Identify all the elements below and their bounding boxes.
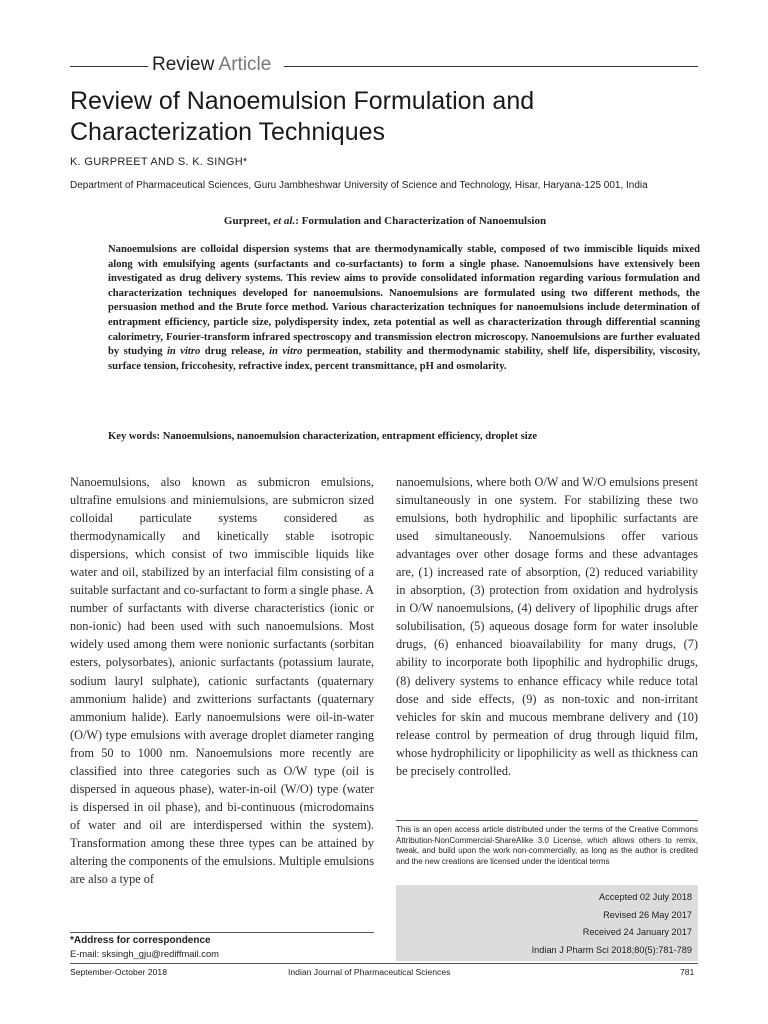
article-type-bold: Review [152, 54, 215, 75]
header-rule-right [284, 66, 698, 67]
footer-issue: September-October 2018 [70, 967, 167, 977]
abstract-text-2: drug release, [200, 346, 270, 358]
author-list: K. GURPREET AND S. K. SINGH* [70, 156, 248, 168]
revised-date: Revised 26 May 2017 [603, 909, 692, 920]
accepted-date: Accepted 02 July 2018 [599, 892, 692, 902]
author-affiliation: Department of Pharmaceutical Sciences, Guru Jambheshwar University of Science and Technology, Hisar, Haryana-125 001, India [70, 180, 648, 191]
running-title-text: : Formulation and Characterization of Nanoemulsion [295, 215, 547, 227]
footer-journal: Indian Journal of Pharmaceutical Sciences [288, 967, 451, 977]
abstract [108, 243, 700, 374]
page-number: 781 [680, 967, 695, 977]
citation: Indian J Pharm Sci 2018;80(5):781-789 [531, 944, 692, 955]
keywords: Key words: Nanoemulsions, nanoemulsion characterization, entrapment efficiency, droplet size [108, 431, 538, 442]
header-rule-left [70, 66, 148, 67]
correspondence-label: *Address for correspondence [70, 935, 211, 946]
running-title-etal: et al. [273, 215, 296, 227]
footer-rule [70, 963, 698, 964]
dates-box [396, 885, 698, 961]
article-type-label [152, 53, 271, 77]
article-type-light: Article [218, 54, 272, 75]
running-title [70, 215, 700, 227]
received-date: Received 24 January 2017 [582, 927, 692, 937]
abstract-text-3: permeation, stability and thermodynamic stability, shelf life, dispersibility, viscosity, surface tension, friccohesity, refractive index, percent transmittance, pH and osmolarity. [108, 346, 701, 372]
license-rule [396, 820, 698, 821]
correspondence-rule [70, 932, 374, 933]
body-column-right: nanoemulsions, where both O/W and W/O emulsions present simultaneously in one system. For stabilizing these two emulsions, both hydrophilic and lipophilic surfactants are used simultaneously. Nanoemulsions offer various advantages over other dosage forms and these advantages are, (1) increased rate of absorption, (2) reduced variability in absorption, (3) protection from oxidation and hydrolysis in O/W nanoemulsions, (4) delivery of lipophilic drugs after solubilisation, (5) aqueous dosage form for water insoluble drugs, (6) enhanced bioavailability for many drugs, (7) ability to incorporate both lipophilic and hydrophilic drugs, (8) delivery systems to enhance efficacy while reduce total dose and side effects, (9) as non-toxic and non-irritant vehicles for skin and mucous membrane delivery and (10) release control by permeation of drug through liquid film, whose hydrophilicity or lipophilicity as well as thickness can be precisely controlled. [396, 475, 698, 778]
article-title: Review of Nanoemulsion Formulation and Characterization Techniques [70, 87, 535, 146]
abstract-text-1: Nanoemulsions are colloidal dispersion systems that are thermodynamically stable, composed of two immiscible liquids mixed along with emulsifying agents (surfactants and co-surfactants) to form a single phase. Nanoemulsions have extensively been investigated as drug delivery systems. This review aims to provide consolidated information regarding various formulation and characterization techniques developed for nanoemulsions. Nanoemulsions are formulated using two different methods, the persuasion method and the Brute force method. Various characterization techniques for nanoemulsions include determination of entrapment efficiency, particle size, polydispersity index, zeta potential as well as characterization through differential scanning calorimetry, Fourier-transform infrared spectroscopy and transmission electron microscopy. Nanoemulsions are further evaluated by studying [108, 244, 700, 358]
abstract-italic-2: in vitro [269, 346, 303, 358]
body-column-left: Nanoemulsions, also known as submicron emulsions, ultrafine emulsions and miniemulsions, are submicron sized colloidal particulate systems considered as thermodynamically and kinetically stable isotropic dispersions, which consist of two immiscible liquids like water and oil, stabilized by an interfacial film consisting of a suitable surfactant and co-surfactant to form a single phase. A number of surfactants with diverse characteristics (ionic or non-ionic) had been used with such nanoemulsions. Most widely used among them were nonionic surfactants (sorbitan esters, polysorbates), anionic surfactants (potassium laurate, sodium lauryl sulphate), cationic surfactants (quaternary ammonium halide) and zwitterions surfactants (quaternary ammonium halide). Early nanoemulsions were oil-in-water (O/W) type emulsions with average droplet diameter ranging from 50 to 1000 nm. Nanoemulsions more recently are classified into three categories such as O/W type (oil is dispersed in aqueous phase), water-in-oil (W/O) type (water is dispersed in oil phase), and bi-continuous (microdomains of water and oil are interdispersed within the system). Transformation among these three types can be attained by altering the components of the emulsions. Multiple emulsions are also a type of [70, 475, 374, 887]
license-notice: This is an open access article distributed under the terms of the Creative Commons Attribution-NonCommercial-ShareAlike 3.0 License, which allows others to remix, tweak, and build upon the work non-commercially, as long as the author is credited and the new creations are licensed under the identical terms [396, 825, 698, 866]
abstract-italic-1: in vitro [166, 346, 201, 358]
running-title-author: Gurpreet, [223, 215, 271, 227]
correspondence-email: E-mail: sksingh_gju@rediffmail.com [70, 948, 219, 959]
